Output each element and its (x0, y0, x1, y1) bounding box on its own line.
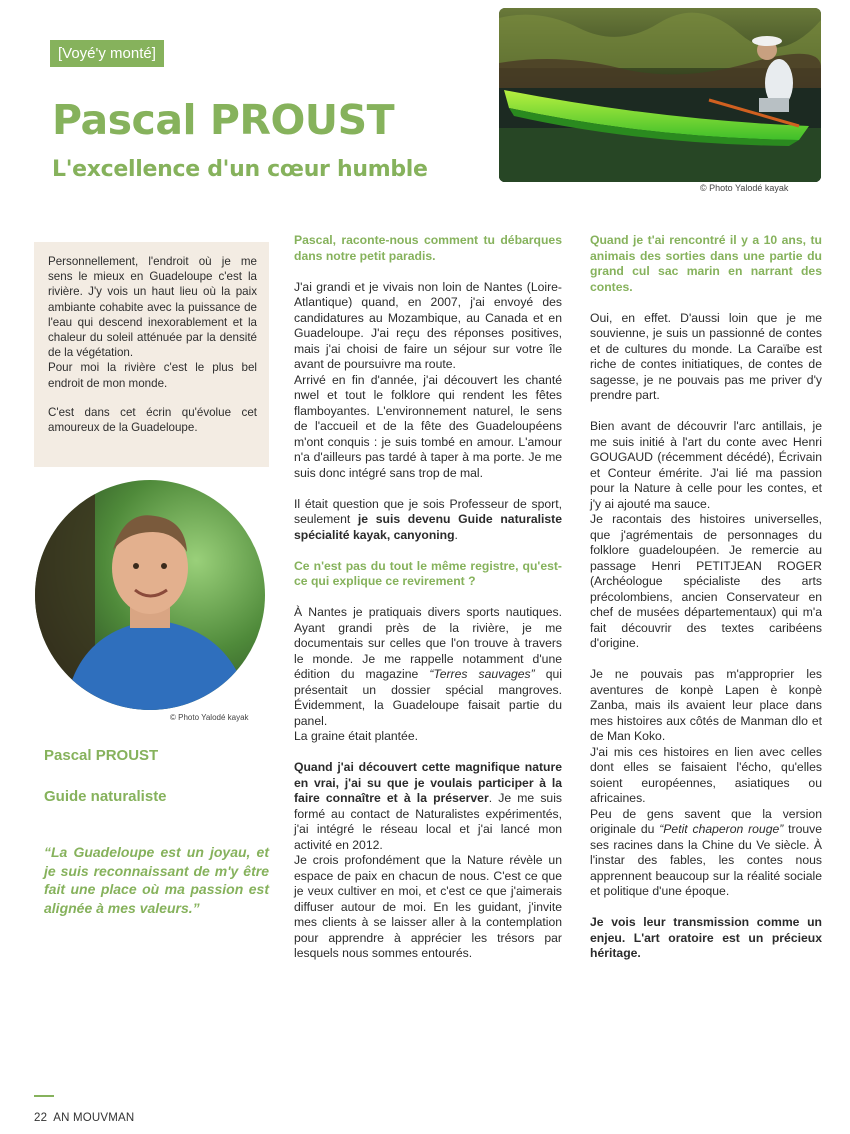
kayak-photo (499, 8, 821, 182)
answer-paragraph: J'ai grandi et je vivais non loin de Nantes (Loire-Atlantique) quand, en 2007, j'ai envoyé des candidatures au Mozambique, au Canada et en Guadeloupe. J'ai reçu des réponses positives, mais j'ai choisi de faire un séjour sur votre île avant de poursuivre ma route. (294, 279, 562, 371)
intro-paragraph: Pour moi la rivière c'est le plus bel endroit de mon monde. (48, 361, 257, 390)
answer-paragraph (590, 915, 822, 962)
answer-text: qui présentait un dossier spécial mangroves. Évidemment, la Guadeloupe faisait partie du panel. (294, 667, 562, 728)
intro-box (34, 242, 269, 467)
page-number: 22 (34, 1112, 48, 1124)
answer-paragraph: Oui, en effet. D'aussi loin que je me souvienne, je suis un passionné de contes et de cultures du monde. La Caraïbe est riche de contes initiatiques, de contes de sagesse, je ne pouvais pas me priver d'y prendre part. (590, 310, 822, 402)
profile-quote: “La Guadeloupe est un joyau, et je suis reconnaissant de m'y être fait une place où ma passion est alignée à mes valeurs.” (44, 844, 269, 916)
footer-rule (34, 1095, 54, 1097)
answer-paragraph: Je crois profondément que la Nature révèle un espace de paix en chacun de nous. C'est ce que je veux cultiver en moi, et c'est ce que j'aimerais diffuser autour de moi. En les guidant, j'invite mes clients à se laisser aller à la contemplation pour apprendre à apprécier les trésors par lesquels nous sommes entourés. (294, 853, 562, 960)
tale-title: “Petit chaperon rouge” (659, 822, 784, 836)
answer-text: . Je me suis formé au contact de Naturalistes expérimentés, j'ai intégré le réseau local et j'ai lancé mon activité en 2012. (294, 791, 562, 852)
answer-paragraph: J'ai mis ces histoires en lien avec celles dont elles se faisaient l'écho, qu'elles soient européennes, asiatiques ou africaines. (590, 744, 822, 805)
interview-question: Pascal, raconte-nous comment tu débarques dans notre petit paradis. (294, 233, 562, 263)
article-subtitle: L'excellence d'un cœur humble (52, 157, 428, 182)
interview-question: Quand je t'ai rencontré il y a 10 ans, tu animais des sorties dans une partie du grand cul sac marin en narrant des contes. (590, 233, 822, 294)
answer-paragraph (294, 760, 562, 853)
answer-bold-text: Quand j'ai découvert cette magnifique nature en vrai, j'ai su que je voulais participer à la faire connaître et à la préserver (294, 760, 562, 805)
magazine-title: “Terres sauvages” (429, 667, 535, 681)
answer-paragraph: Arrivé en fin d'année, j'ai découvert les chanté nwel et tout le folklore qui rendent les fêtes flamboyantes. L'environnement naturel, le sens de l'accueil et de la fête des Guadeloupéens m'ont conquis : je suis tombé en amour. L'amour n'a d'ailleurs pas tardé à taper à ma porte. Je me suis donc intégré sans trop de mal. (294, 372, 562, 480)
answer-text: . (454, 527, 458, 542)
answer-text: Peu de gens savent que la version originale du (590, 806, 822, 836)
section-rubric: [Voyé'y monté] (50, 40, 164, 67)
article-title: Pascal PROUST (52, 96, 395, 144)
answer-paragraph (294, 605, 562, 729)
answer-paragraph (294, 497, 562, 544)
answer-bold-text: Je vois leur transmission comme un enjeu. L'art oratoire est un précieux héritage. (590, 915, 822, 960)
interview-question: Ce n'est pas du tout le même registre, qu'est-ce qui explique ce revirement ? (294, 558, 562, 588)
profile-role: Guide naturaliste (44, 788, 167, 805)
answer-bold-text: je suis devenu Guide naturaliste spécialité kayak, canyoning (294, 512, 562, 542)
intro-paragraph: Personnellement, l'endroit où je me sens le mieux en Guadeloupe c'est la rivière. J'y vois un haut lieu où la paix ambiante cohabite avec la puissance de l'eau qui descend inexorablement et la chaleur du soleil atténuée par la densité de la végétation. (48, 255, 257, 360)
answer-text: trouve ses racines dans la Chine du Ve siècle. À l'instar des fables, les contes nous apprennent beaucoup sur la réalité sociale et politique d'une époque. (590, 822, 822, 898)
answer-paragraph: Je racontais des histoires universelles, que j'agrémentais de personnages du folklore guadeloupéen. Je remercie au passage Henri PETITJEAN ROGER (Archéologue spécialiste des arts précolombiens, ancien Conservateur en chef de musées départementaux) qui m'a fait découvrir des textes caribéens d'origine. (590, 512, 822, 650)
answer-paragraph: Je ne pouvais pas m'approprier les aventures de konpè Lapen è konpè Zanba, mais ils avaient leur place dans mes histoires aux côtés de Manman dlo et de Man Koko. (590, 667, 822, 743)
magazine-name: AN MOUVMAN (53, 1112, 135, 1124)
page-footer (34, 1112, 140, 1124)
portrait-photo (35, 480, 265, 710)
answer-text: À Nantes je pratiquais divers sports nautiques. Ayant grandi près de la rivière, je me documentais sur celles que l'on trouve à travers le monde. Je me rappelle notamment d'une édition du magazine (294, 605, 562, 681)
answer-paragraph: Bien avant de découvrir l'arc antillais, je me suis initié à l'art du conte avec Henri GOUGAUD (récemment décédé), Écrivain et Conteur émérite. J'ai lié ma passion pour la Nature à celle pour les contes, et j'y ai ajouté ma sauce. (590, 419, 822, 511)
portrait-credit: © Photo Yalodé kayak (170, 713, 249, 722)
intro-paragraph: C'est dans cet écrin qu'évolue cet amoureux de la Guadeloupe. (48, 405, 257, 435)
article-column-1 (294, 233, 562, 962)
top-photo-credit: © Photo Yalodé kayak (700, 183, 789, 193)
article-column-2 (590, 233, 822, 962)
answer-text: Il était question que je sois Professeur de sport, seulement (294, 496, 562, 526)
answer-paragraph: La graine était plantée. (294, 729, 418, 743)
profile-name: Pascal PROUST (44, 747, 159, 764)
answer-paragraph (590, 807, 822, 900)
